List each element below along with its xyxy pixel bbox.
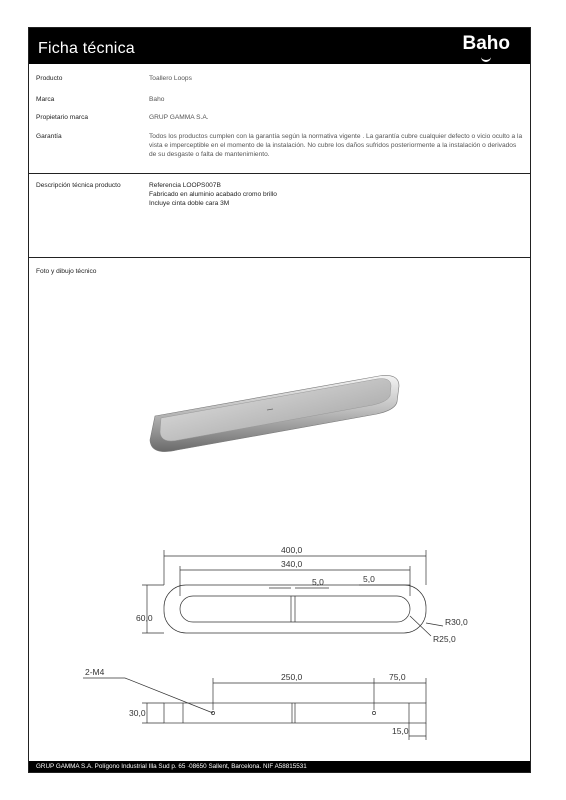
row-label: Garantía <box>36 133 62 140</box>
dim-side-height: 30,0 <box>129 708 146 718</box>
technical-line: Referencia LOOPS007B <box>149 182 221 189</box>
row-value: GRUP GAMMA S.A. <box>149 114 209 121</box>
dim-inner-radius: R25,0 <box>433 634 456 644</box>
page-title: Ficha técnica <box>38 40 135 57</box>
dim-gap-left: 5,0 <box>312 577 324 587</box>
dim-depth: 15,0 <box>392 726 409 736</box>
brand-logo: Baho <box>462 33 510 54</box>
divider <box>29 257 530 258</box>
header-bar <box>29 28 530 64</box>
row-label: Marca <box>36 96 55 103</box>
technical-line: Fabricado en aluminio acabado cromo brillo <box>149 191 277 198</box>
dim-gap-right: 5,0 <box>363 574 375 584</box>
dim-inner-length: 340,0 <box>281 559 303 569</box>
row-value: Baho <box>149 96 165 103</box>
logo-smile-icon <box>481 55 491 62</box>
row-value: Todos los productos cumplen con la garantía según la normativa vigente . La garantía cubre cualquier defecto o vicio oculto a la vista e imperceptible en el momento de la instalación. No cubre los daños sufridos posteriormente a la instalación o derivados de su desgaste o falta de mantenimiento. <box>149 133 523 158</box>
dim-hole-offset: 75,0 <box>389 672 406 682</box>
dim-height: 60,0 <box>136 613 153 623</box>
technical-label: Descripción técnica producto <box>36 182 121 189</box>
divider <box>29 173 530 174</box>
technical-line: Incluye cinta doble cara 3M <box>149 200 230 207</box>
data-sheet <box>28 27 531 773</box>
row-label: Propietario marca <box>36 114 89 121</box>
dim-hole-spacing: 250,0 <box>281 672 303 682</box>
row-label: Producto <box>36 75 63 82</box>
dim-outer-radius: R30,0 <box>445 617 468 627</box>
product-photo <box>150 375 399 451</box>
dim-screw: 2-M4 <box>85 667 105 677</box>
row-value: Toallero Loops <box>149 75 192 82</box>
photo-section-label: Foto y dibujo técnico <box>36 268 97 275</box>
footer-bar <box>29 761 530 772</box>
dim-overall-length: 400,0 <box>281 545 303 555</box>
footer-text: GRUP GAMMA S.A. Polígono Industrial Illa Sud p. 65 ·08650 Sallent, Barcelona. NIF A58815531 <box>36 763 307 770</box>
technical-drawing <box>29 278 530 758</box>
